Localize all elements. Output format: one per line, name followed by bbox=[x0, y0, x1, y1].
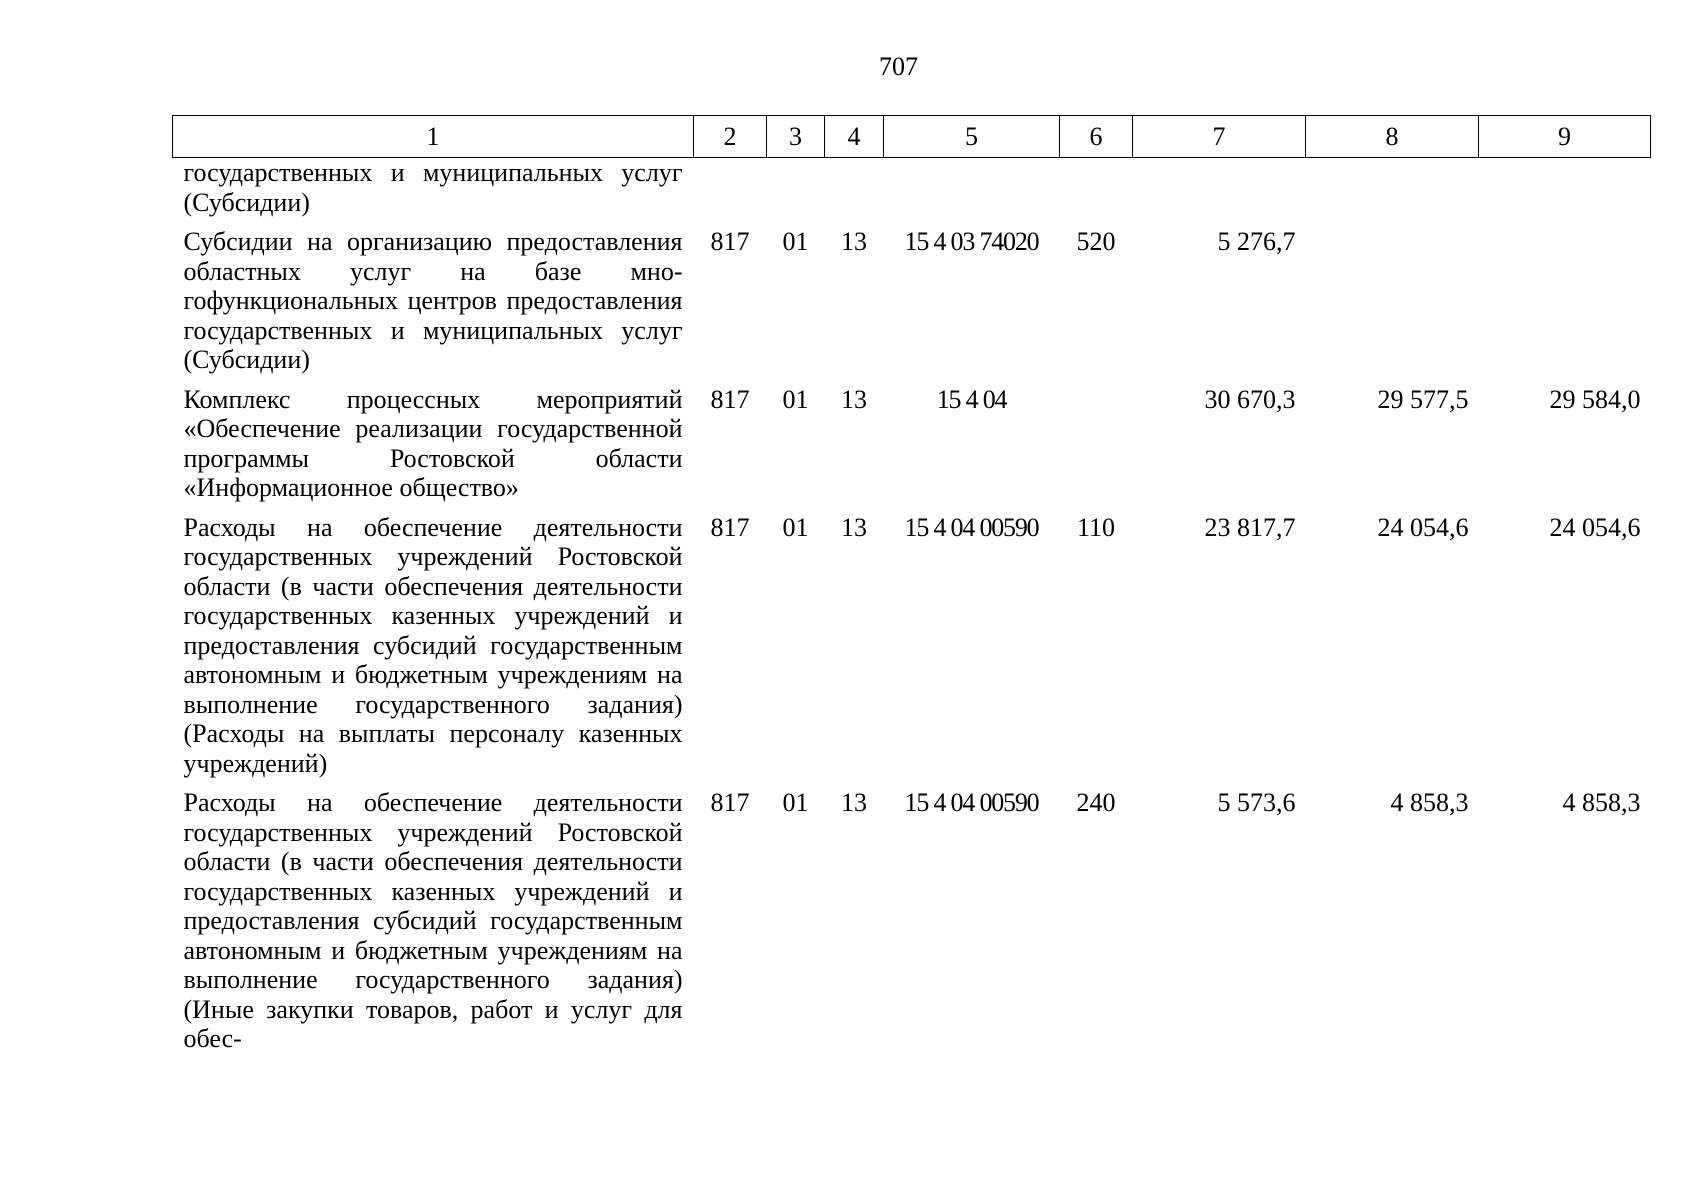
row-col-8 bbox=[1306, 158, 1479, 228]
row-col-5: 15 4 04 00590 bbox=[904, 788, 1039, 817]
row-col-9 bbox=[1479, 158, 1651, 228]
row-col-4: 13 bbox=[841, 512, 867, 542]
row-col-6 bbox=[1060, 385, 1133, 513]
row-col-7 bbox=[1133, 158, 1306, 228]
header-cell-5: 5 bbox=[884, 116, 1060, 158]
table-row bbox=[173, 158, 1651, 228]
row-col-2: 817 bbox=[710, 512, 750, 542]
row-col-2: 817 bbox=[710, 788, 750, 817]
row-col-9: 24 054,6 bbox=[1549, 512, 1641, 542]
budget-table bbox=[172, 115, 1651, 1064]
row-description: Расходы на обеспечение деятельности государственных учреждений Ростовской области (в части обеспечения деятельности государственных казенных учреждений и предоставления субсидий государственным автономным и бюджетным учреждениям на выполнение государственного задания) (Иные закупки товаров, работ и услуг для обес- bbox=[183, 788, 683, 1053]
row-col-6: 110 bbox=[1076, 512, 1116, 542]
table-row bbox=[173, 788, 1651, 1064]
header-cell-6: 6 bbox=[1060, 116, 1133, 158]
row-col-2: 817 bbox=[710, 227, 750, 256]
row-col-3 bbox=[767, 158, 825, 228]
row-col-7: 30 670,3 bbox=[1204, 384, 1296, 414]
row-col-6: 240 bbox=[1076, 788, 1116, 817]
row-col-3: 01 bbox=[782, 788, 809, 817]
header-cell-8: 8 bbox=[1306, 116, 1479, 158]
row-col-5: 15 4 04 bbox=[936, 384, 1007, 414]
row-col-5 bbox=[884, 158, 1060, 228]
header-cell-9: 9 bbox=[1479, 116, 1651, 158]
row-col-8: 24 054,6 bbox=[1377, 512, 1469, 542]
table-row bbox=[173, 385, 1651, 513]
row-col-8: 29 577,5 bbox=[1377, 384, 1469, 414]
row-col-8 bbox=[1306, 227, 1479, 385]
table-row bbox=[173, 227, 1651, 385]
row-col-6: 520 bbox=[1076, 227, 1116, 256]
row-description: Расходы на обеспечение деятельности государственных учреждений Ростовской области (в части обеспечения деятельности государственных казенных учреждений и предоставления субсидий государственным автономным и бюджетным учреждениям на выполнение государственного задания) (Расходы на выплаты персоналу казенных учреждений) bbox=[183, 512, 683, 778]
header-row bbox=[173, 116, 1651, 158]
row-col-3: 01 bbox=[782, 512, 809, 542]
table-header bbox=[173, 116, 1651, 158]
row-col-7: 23 817,7 bbox=[1204, 512, 1296, 542]
row-col-8: 4 858,3 bbox=[1390, 788, 1469, 817]
table-body bbox=[173, 158, 1651, 1064]
row-description: Комплекс процессных мероприятий «Обеспечение реализации государственной программы Ростовской области «Информационное общество» bbox=[183, 384, 683, 502]
header-cell-7: 7 bbox=[1133, 116, 1306, 158]
row-col-5: 15 4 04 00590 bbox=[904, 512, 1039, 542]
row-col-4 bbox=[825, 158, 884, 228]
row-col-9: 4 858,3 bbox=[1562, 788, 1641, 817]
row-col-9 bbox=[1479, 227, 1651, 385]
page-number: 707 bbox=[879, 52, 918, 81]
header-cell-2: 2 bbox=[694, 116, 767, 158]
table-row bbox=[173, 513, 1651, 789]
row-col-7: 5 276,7 bbox=[1217, 227, 1296, 256]
row-col-4: 13 bbox=[841, 384, 867, 414]
row-col-3: 01 bbox=[782, 384, 809, 414]
header-cell-1: 1 bbox=[173, 116, 694, 158]
row-col-4: 13 bbox=[841, 788, 867, 817]
row-col-3: 01 bbox=[782, 227, 809, 256]
header-cell-3: 3 bbox=[767, 116, 825, 158]
row-col-2: 817 bbox=[710, 384, 750, 414]
row-col-2 bbox=[694, 158, 767, 228]
row-col-6 bbox=[1060, 158, 1133, 228]
row-col-7: 5 573,6 bbox=[1217, 788, 1296, 817]
row-description: государственных и муниципальных услуг (Субсидии) bbox=[183, 158, 683, 217]
header-cell-4: 4 bbox=[825, 116, 884, 158]
row-col-5: 15 4 03 74020 bbox=[904, 227, 1039, 256]
row-description: Субсидии на организацию предоставления областных услуг на базе многофункциональных центров предоставления государственных и муниципальных услуг (Субсидии) bbox=[183, 227, 683, 374]
row-col-4: 13 bbox=[841, 227, 867, 256]
row-col-9: 29 584,0 bbox=[1549, 384, 1641, 414]
